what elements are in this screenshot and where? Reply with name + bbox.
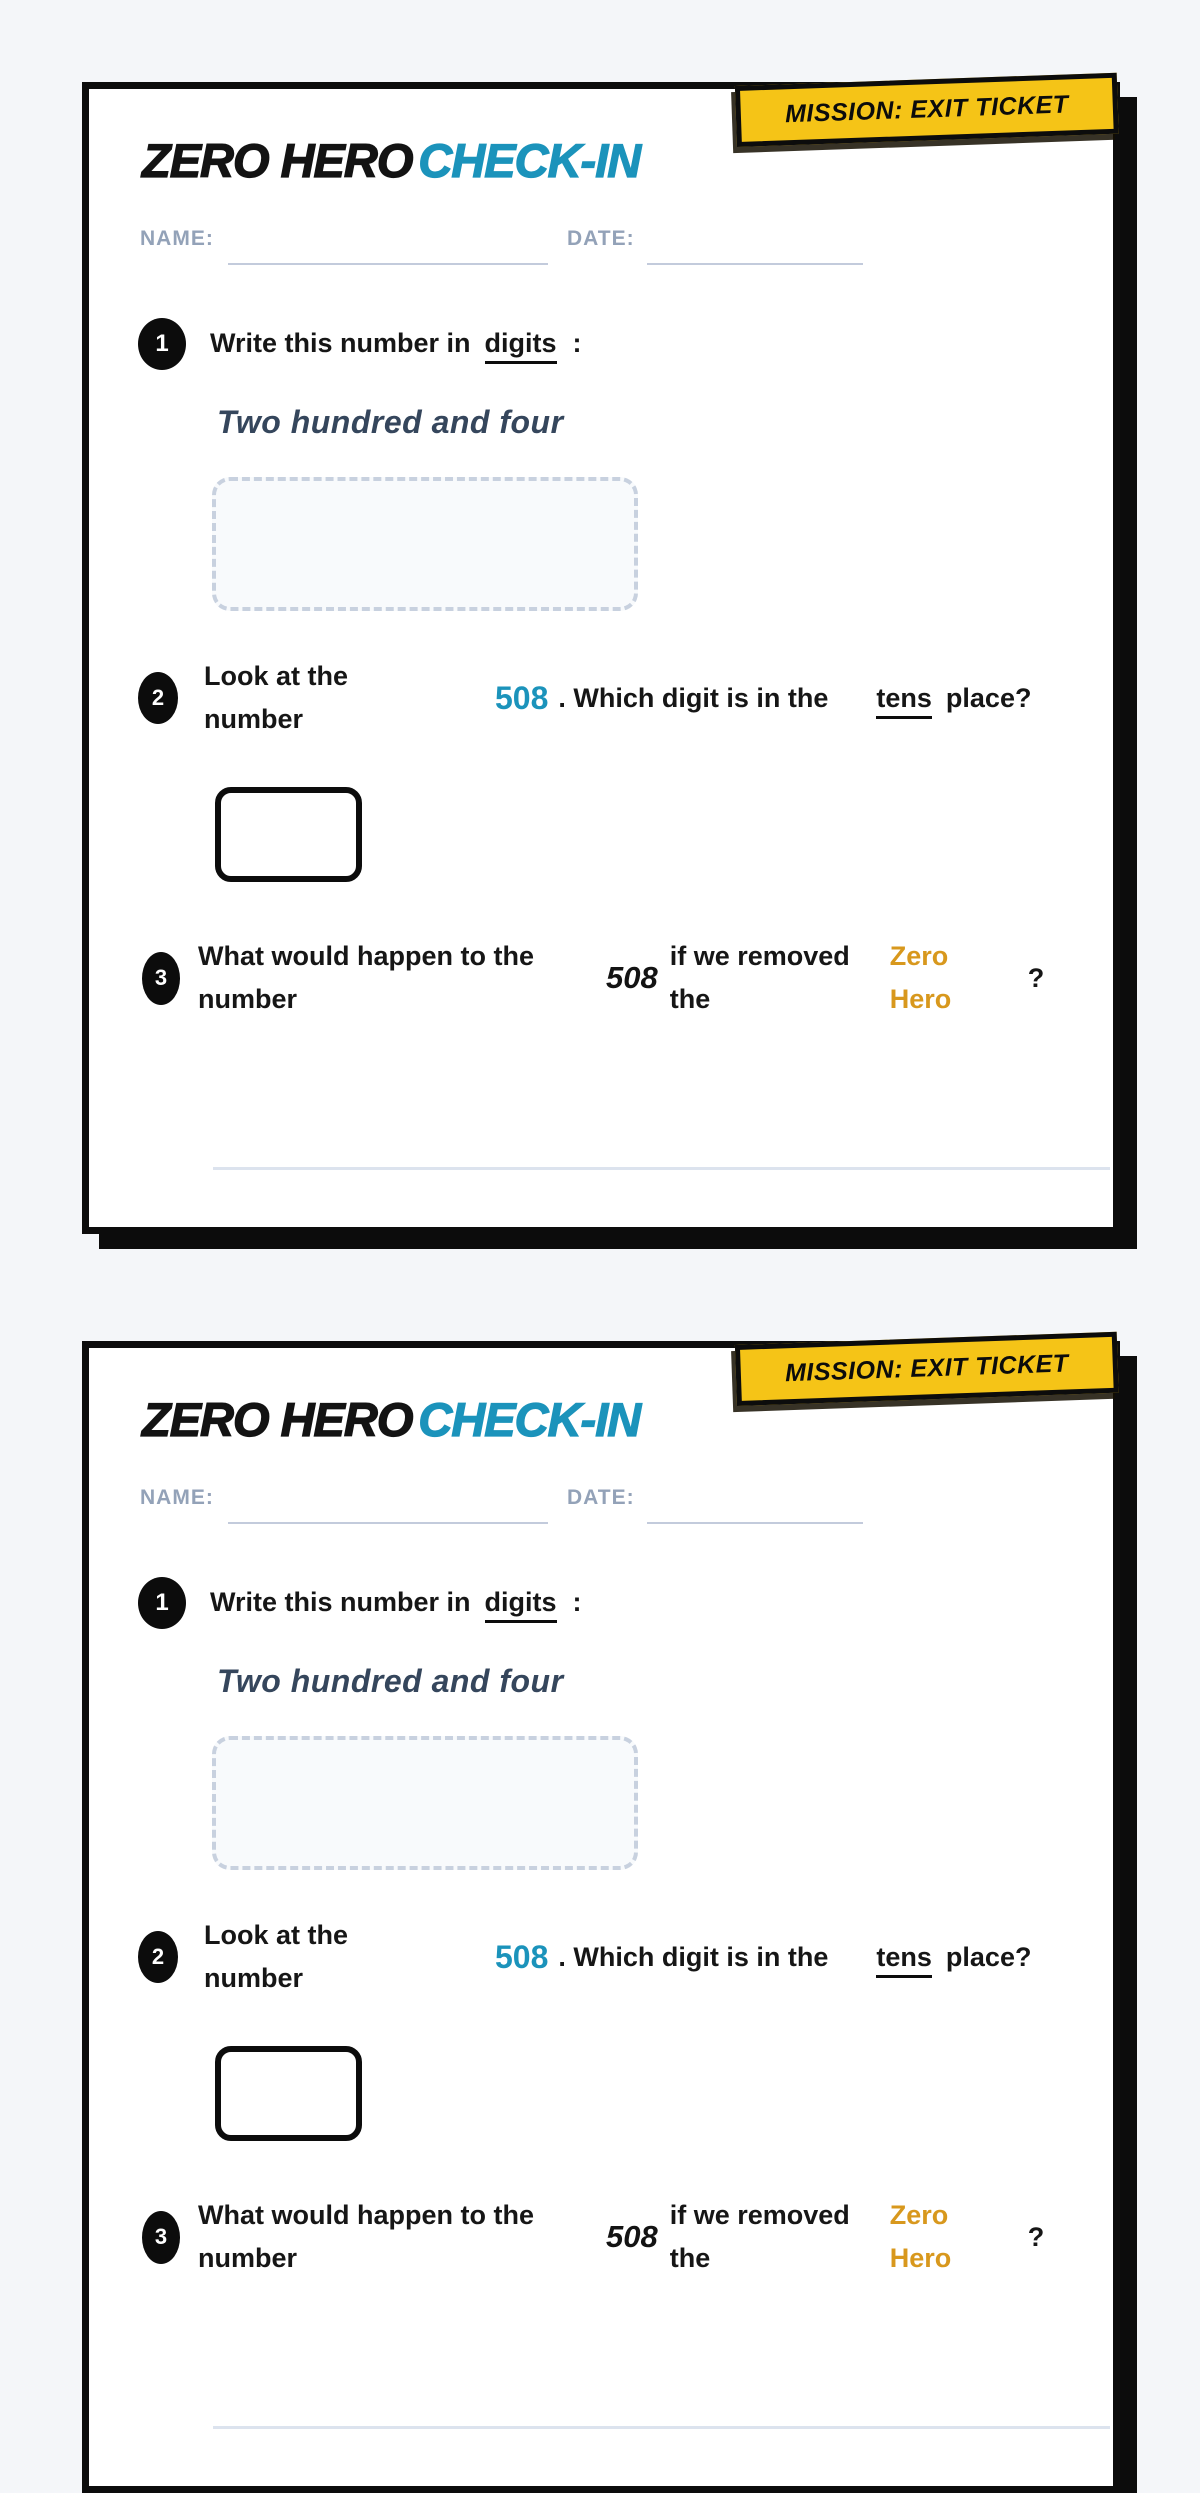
question-2-number-badge: 2 xyxy=(138,672,178,724)
question-3-text-part1: What would happen to the number xyxy=(198,941,534,1015)
question-1-number-badge: 1 xyxy=(138,1577,186,1629)
question-1 xyxy=(138,1577,1088,1629)
worksheet-card-2 xyxy=(82,1341,1120,2493)
question-2-number-value: 508 xyxy=(495,679,549,716)
date-input-line[interactable] xyxy=(647,263,863,265)
question-3-question-mark: ? xyxy=(1027,962,1045,993)
question-2-text-part3: tens place? xyxy=(876,677,1031,720)
question-3-question-mark: ? xyxy=(1027,2221,1045,2252)
question-2-number-badge: 2 xyxy=(138,1931,178,1983)
question-2-text-part3: tens place? xyxy=(876,1936,1031,1979)
question-2-underlined-word: tens xyxy=(876,683,932,719)
title-zero-hero: ZERO HERO xyxy=(142,134,413,187)
question-2-text-part1: Look at the number xyxy=(204,1920,349,1994)
date-input-line[interactable] xyxy=(647,1522,863,1524)
date-label: DATE: xyxy=(567,1486,635,1509)
question-2-answer-box[interactable] xyxy=(215,2046,362,2141)
question-2-underlined-word: tens xyxy=(876,1942,932,1978)
question-3-text-part2: if we removed the xyxy=(669,941,850,1015)
question-1-underlined-word: digits xyxy=(485,1587,557,1623)
question-3-text-part1: What would happen to the number xyxy=(198,2200,534,2274)
question-1-text: Write this number in digits : xyxy=(210,1581,582,1624)
question-1-answer-box[interactable] xyxy=(212,1736,638,1870)
title-check-in: CHECK-IN xyxy=(418,134,641,187)
mission-badge-label: MISSION: EXIT TICKET xyxy=(784,90,1070,129)
answer-area-divider xyxy=(213,2426,1110,2429)
question-1 xyxy=(138,318,1088,370)
question-3-number-value: 508 xyxy=(606,2219,658,2255)
question-2 xyxy=(138,1914,1103,2000)
question-2-number-value: 508 xyxy=(495,1938,549,1975)
title-zero-hero: ZERO HERO xyxy=(142,1393,413,1446)
mission-badge xyxy=(735,1332,1119,1406)
worksheet-title xyxy=(142,1395,640,1444)
question-3-number-value: 508 xyxy=(606,960,658,996)
question-1-underlined-word: digits xyxy=(485,328,557,364)
question-2-answer-box[interactable] xyxy=(215,787,362,882)
question-2-text-part2: . Which digit is in the xyxy=(558,1941,829,1972)
question-1-number-words: Two hundred and four xyxy=(217,404,564,440)
question-3-zero-hero-highlight: Zero Hero xyxy=(889,2200,952,2274)
question-3 xyxy=(138,935,1123,1021)
question-1-number-badge: 1 xyxy=(138,318,186,370)
question-3-zero-hero-highlight: Zero Hero xyxy=(889,941,952,1015)
name-label: NAME: xyxy=(140,227,214,250)
question-1-answer-box[interactable] xyxy=(212,477,638,611)
mission-badge-label: MISSION: EXIT TICKET xyxy=(784,1349,1070,1388)
mission-badge xyxy=(735,73,1119,147)
question-1-text: Write this number in digits : xyxy=(210,322,582,365)
question-2 xyxy=(138,655,1103,741)
name-input-line[interactable] xyxy=(228,263,548,265)
question-3 xyxy=(138,2194,1123,2280)
name-input-line[interactable] xyxy=(228,1522,548,1524)
question-2-text-part1: Look at the number xyxy=(204,661,349,735)
date-label: DATE: xyxy=(567,227,635,250)
question-1-number-words: Two hundred and four xyxy=(217,1663,564,1699)
question-3-number-badge: 3 xyxy=(142,952,180,1005)
worksheet-title xyxy=(142,136,640,185)
question-3-number-badge: 3 xyxy=(142,2211,180,2264)
question-2-text-part2: . Which digit is in the xyxy=(558,682,829,713)
name-label: NAME: xyxy=(140,1486,214,1509)
answer-area-divider xyxy=(213,1167,1110,1170)
question-3-text-part2: if we removed the xyxy=(669,2200,850,2274)
title-check-in: CHECK-IN xyxy=(418,1393,641,1446)
worksheet-card-1 xyxy=(82,82,1120,1234)
